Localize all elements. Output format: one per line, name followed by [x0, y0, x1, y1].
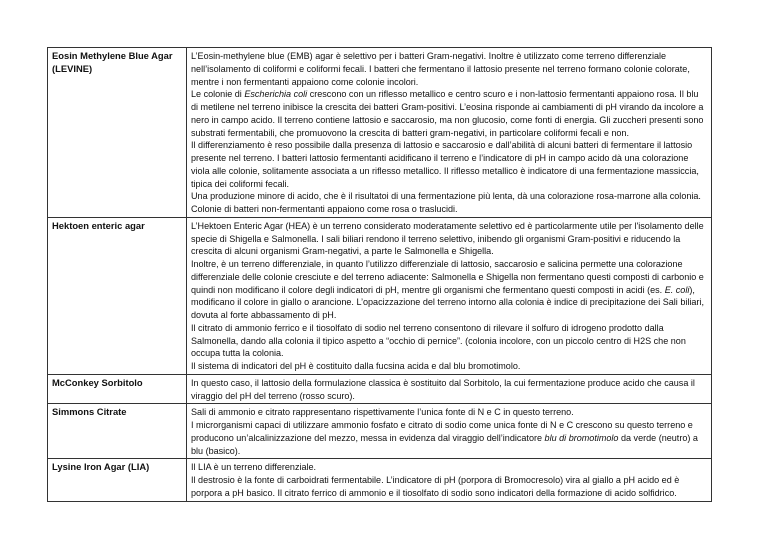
description-paragraph: L’Hektoen Enteric Agar (HEA) è un terreno considerato moderatamente selettivo ed è particolarmente utile per l'isolamento delle specie di Shigella e Salmonella. I sali biliari rendono il terreno selettivo, inibendo gli organismi Gram-positivi e riducendo la crescita di alcuni organismi Gram-negativi, a parte le Salmonella e Shigella.: [191, 220, 704, 257]
description-paragraph: Il sistema di indicatori del pH è costituito dalla fucsina acida e dal blu bromotimolo.: [191, 361, 521, 371]
description-paragraph: I microrganismi capaci di utilizzare ammonio fosfato e citrato di sodio come unica fonte di N e C crescono su questo terreno e producono un’alcalinizzazione del mezzo, messa in evidenza dal viraggio dell’indicatore blu di bromotimolo da verde (neutro) a blu (basico).: [191, 420, 698, 456]
medium-description-cell: [187, 217, 712, 374]
medium-description-cell: [187, 48, 712, 218]
description-paragraph: Sali di ammonio e citrato rappresentano rispettivamente l’unica fonte di N e C in questo terreno.: [191, 407, 574, 418]
description-paragraph: Una produzione minore di acido, che è il risultatoi di una fermentazione più lenta, dà una colorazione rosa-marrone alla colonia. Colonie di batteri non-fermentanti appaiono come rosa o traslucidi.: [191, 191, 701, 214]
description-paragraph: In questo caso, il lattosio della formulazione classica è sostituito dal Sorbitolo, la cui fermentazione produce acido che causa il viraggio del pH del terreno (rosso scuro).: [191, 377, 695, 401]
medium-description-cell: [187, 459, 712, 501]
culture-media-table: [47, 47, 712, 502]
medium-name-cell: Hektoen enteric agar: [48, 217, 187, 374]
medium-description-cell: [187, 404, 712, 459]
description-paragraph: Inoltre, è un terreno differenziale, in quanto l’utilizzo differenziale di lattosio, saccarosio e salicina permette una colorazione differenziale delle colonie cresciute e del terreno adiacente: Salmonella e Shigella non fermentano questi composti di carbonio e quindi non modificano il colore degli indicatori di pH, mentre gli organismi che fermentano questi composti in acidi (es. E. coli), modificano il colore in giallo o arancione. L’opacizzazione del terreno intorno alla colonia è indice di precipitazione dei Sali biliari, dovuta al forte abbassamento di pH.: [191, 259, 704, 320]
medium-name-cell: Lysine Iron Agar (LIA): [48, 459, 187, 501]
table-row: [48, 217, 712, 374]
italic-term: E. coli: [664, 284, 690, 295]
table-row: [48, 374, 712, 404]
description-paragraph: L’Eosin-methylene blue (EMB) agar è selettivo per i batteri Gram-negativi. Inoltre è utilizzato come terreno differenziale nell’isolamento di coliformi e coliformi fecali. I batteri che fermentano il lattosio presente nel terreno formano colonie colorate, mentre i non fermentanti appaiono come colonie incolori.: [191, 51, 690, 87]
description-paragraph: Il citrato di ammonio ferrico e il tiosolfato di sodio nel terreno consentono di rilevare il solfuro di idrogeno prodotto dalla Salmonella, dando alla colonia il tipico aspetto a “occhio di pernice”. (colonia incolore, con un piccolo centro di H2S che non occupa tutta la colonia.: [191, 322, 686, 359]
medium-description-cell: [187, 374, 712, 404]
description-paragraph: Il destrosio è la fonte di carboidrati fermentabile. L’indicatore di pH (porpora di Bromocresolo) vira al giallo a pH acido ed è porpora a pH basico. Il citrato ferrico di ammonio e il tiosolfato di sodio sono indicatori della formazione di acido solfidrico.: [191, 475, 680, 498]
table-row: [48, 404, 712, 459]
italic-term: blu di bromotimolo: [544, 432, 619, 443]
medium-name-cell: McConkey Sorbitolo: [48, 374, 187, 404]
description-paragraph: Il differenziamento è reso possibile dalla presenza di lattosio e saccarosio e dall’abilità di alcuni batteri di fermentare il lattosio presente nel terreno. I batteri lattosio fermentanti acidificano il terreno e l’indicatore di pH in campo acido dà una colorazione viola alle colonie, solitamente associata a un riflesso metallico. Il riflesso metallico è indicatore di una fermentazione massiccia, tipica dei coliformi fecali.: [191, 140, 699, 189]
table-row: [48, 48, 712, 218]
description-paragraph: Il LIA è un terreno differenziale.: [191, 462, 317, 473]
medium-name-cell: Simmons Citrate: [48, 404, 187, 459]
italic-term: Escherichia coli: [244, 89, 308, 100]
description-paragraph: Le colonie di Escherichia coli crescono con un riflesso metallico e centro scuro e i non-lattosio fermentanti appaiono rosa. Il blu di metilene nel terreno inibisce la crescita dei batteri Gram-positivi. L’eosina risponde ai cambiamenti di pH virando da incolore a nero in campo acido. Il terreno contiene lattosio e saccarosio, ma non glucosio, come fonti di energia. Gli zuccheri presenti sono substrati fermentabili, che promuovono la crescita di batteri gram-negativi, in particolare coliformi fecali e non.: [191, 89, 704, 138]
table-row: [48, 459, 712, 501]
medium-name-cell: Eosin Methylene Blue Agar (LEVINE): [48, 48, 187, 218]
